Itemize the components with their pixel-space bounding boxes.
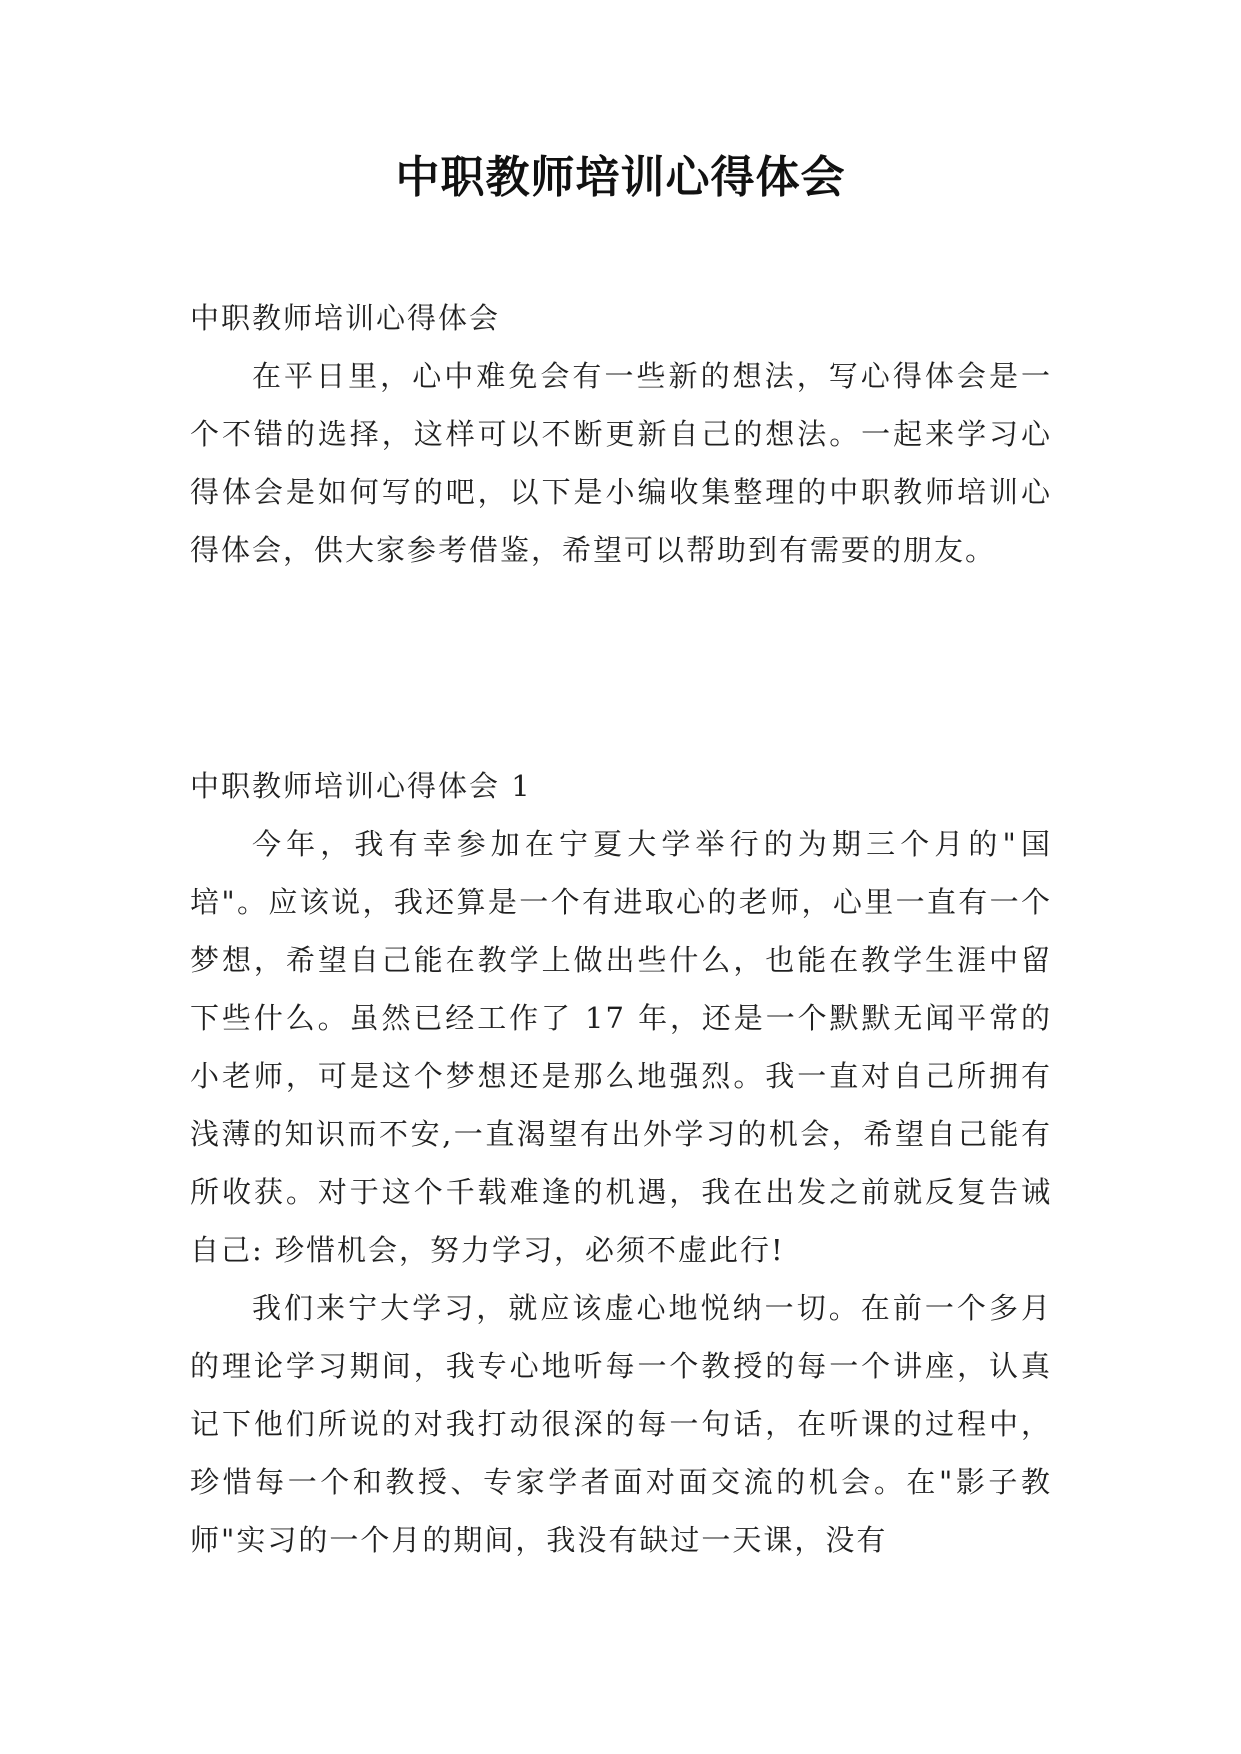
section-1-paragraph: 今年，我有幸参加在宁夏大学举行的为期三个月的"国培"。应该说，我还算是一个有进取心的老师，心里一直有一个梦想，希望自己能在教学上做出些什么，也能在教学生涯中留下些什么。虽然已经工作了 17 年，还是一个默默无闻平常的小老师，可是这个梦想还是那么地强烈。我一直对自己所拥有浅薄的知识而不安,一直渴望有出外学习的机会，希望自己能有所收获。对于这个千载难逢的机遇，我在出发之前就反复告诫自己: 珍惜机会，努力学习，必须不虚此行! bbox=[190, 827, 1052, 1267]
document-title: 中职教师培训心得体会 bbox=[395, 152, 846, 203]
section-1-paragraph: 我们来宁大学习，就应该虚心地悦纳一切。在前一个多月的理论学习期间，我专心地听每一个教授的每一个讲座，认真记下他们所说的对我打动很深的每一句话，在听课的过程中，珍惜每一个和教授、专家学者面对面交流的机会。在"影子教师"实习的一个月的期间，我没有缺过一天课，没有 bbox=[190, 1291, 1052, 1557]
section-1-heading: 中职教师培训心得体会 1 bbox=[190, 769, 532, 803]
intro-heading: 中职教师培训心得体会 bbox=[190, 301, 501, 335]
intro-paragraph: 在平日里，心中难免会有一些新的想法，写心得体会是一个不错的选择，这样可以不断更新自己的想法。一起来学习心得体会是如何写的吧，以下是小编收集整理的中职教师培训心得体会，供大家参考借鉴，希望可以帮助到有需要的朋友。 bbox=[190, 359, 1052, 567]
intro-block bbox=[190, 289, 1052, 579]
section-1-block bbox=[190, 757, 1052, 1569]
